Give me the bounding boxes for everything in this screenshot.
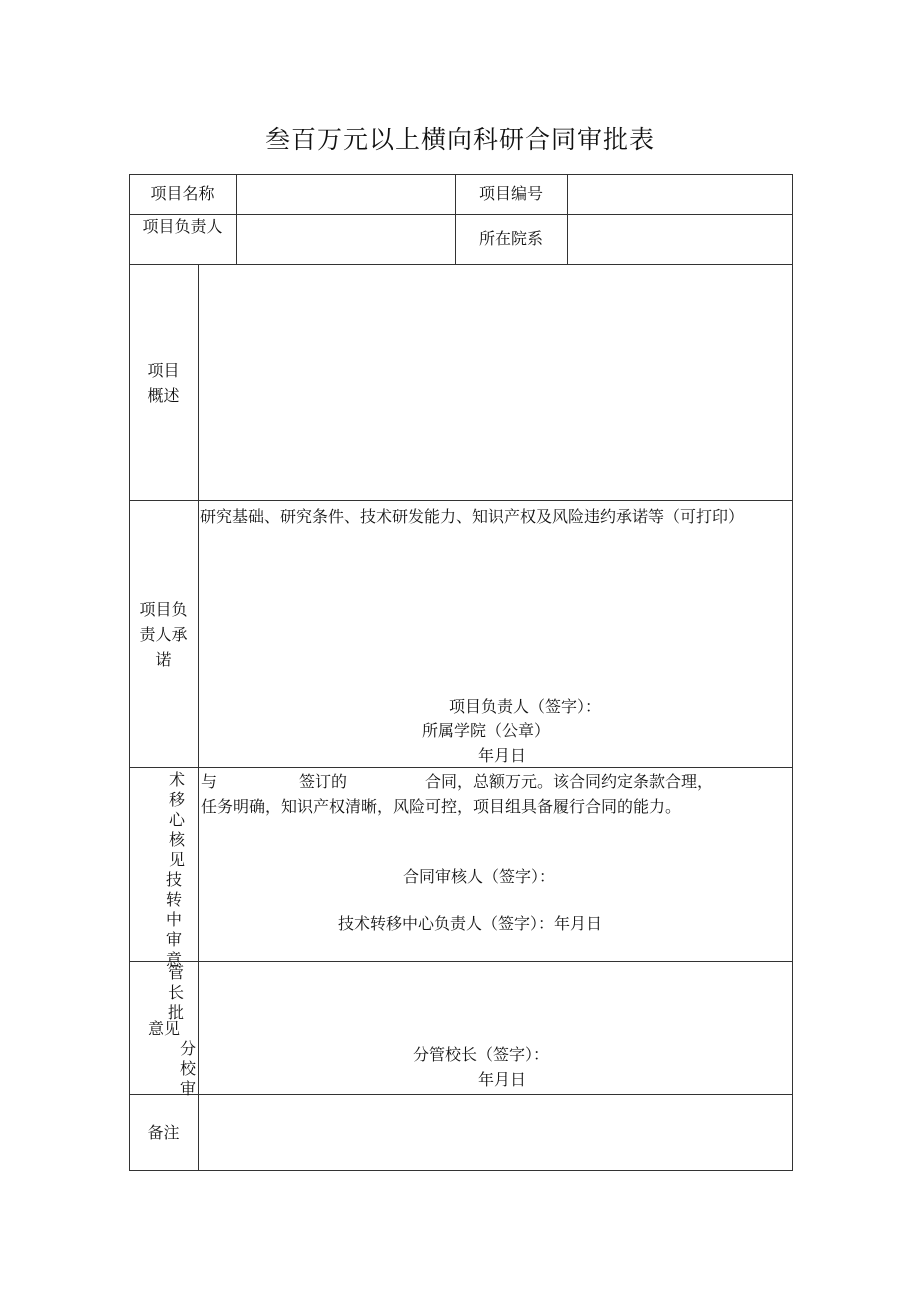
tech-transfer-label-left-column — [162, 870, 186, 970]
row-divider — [129, 961, 793, 962]
approval-form-table — [129, 174, 793, 1171]
label-char: 审 — [179, 1079, 196, 1098]
column-divider — [567, 174, 568, 264]
director-signature-label: 技术转移中心负责人（签字）：年月日 — [338, 914, 603, 933]
row-divider — [129, 767, 793, 768]
label-char: 移 — [168, 790, 185, 809]
label-char: 核 — [168, 830, 185, 849]
label-char: 校 — [179, 1059, 196, 1078]
table-border-bottom — [129, 1170, 793, 1171]
label-char: 中 — [165, 910, 182, 929]
college-seal-label: 所属学院（公章） — [422, 721, 551, 740]
department-label: 所在院系 — [478, 229, 543, 248]
project-number-label: 项目编号 — [478, 184, 543, 203]
label-char: 意 — [165, 950, 182, 969]
label-char: 技 — [165, 870, 182, 889]
row-divider — [129, 1094, 793, 1095]
reviewer-signature-label: 合同审核人（签字）： — [403, 867, 556, 886]
vp-label-left-column — [148, 1019, 204, 1099]
table-border-left — [129, 174, 130, 1171]
row-divider — [129, 264, 793, 265]
contract-signed-text: 签订的 — [299, 772, 348, 791]
label-char: 见 — [168, 850, 185, 869]
project-leader-label: 项目负责人 — [142, 217, 223, 236]
vp-date-label: 年月日 — [478, 1070, 527, 1089]
commitment-date-label: 年月日 — [478, 746, 527, 765]
tech-transfer-label-right-column — [165, 770, 189, 870]
overview-label-line2: 概述 — [147, 386, 180, 405]
table-border-top — [129, 174, 793, 175]
column-divider — [236, 174, 237, 264]
remarks-label: 备注 — [147, 1123, 180, 1142]
row-divider — [129, 500, 793, 501]
leader-signature-label: 项目负责人（签字）： — [449, 697, 602, 716]
label-char: 分 — [179, 1039, 196, 1058]
vp-signature-label: 分管校长（签字）： — [413, 1045, 550, 1064]
label-char: 转 — [165, 890, 182, 909]
label-char: 批 — [167, 1003, 184, 1022]
project-name-label: 项目名称 — [150, 184, 215, 203]
commitment-text: 研究基础、研究条件、技术研发能力、知识产权及风险违约承诺等（可打印） — [200, 507, 745, 526]
contract-assessment-text: 任务明确，知识产权清晰，风险可控，项目组具备履行合同的能力。 — [201, 797, 682, 816]
overview-label-line1: 项目 — [147, 361, 180, 380]
form-title: 叁百万元以上横向科研合同审批表 — [264, 125, 655, 154]
contract-amount-text: 合同，总额万元。该合同约定条款合理， — [425, 772, 714, 791]
label-char: 审 — [165, 930, 182, 949]
commitment-label-line2: 责人承 — [139, 625, 188, 644]
vp-label-right-column — [164, 963, 188, 1023]
label-char: 意见 — [148, 1019, 181, 1038]
commitment-label-line1: 项目负 — [139, 600, 188, 619]
label-char: 管 — [167, 963, 184, 982]
label-char: 长 — [167, 983, 184, 1002]
label-char: 心 — [168, 810, 185, 829]
commitment-label-line3: 诺 — [155, 650, 172, 669]
row-divider — [129, 214, 793, 215]
table-border-right — [792, 174, 793, 1171]
contract-with-text: 与 — [201, 772, 218, 791]
label-char: 术 — [168, 770, 185, 789]
